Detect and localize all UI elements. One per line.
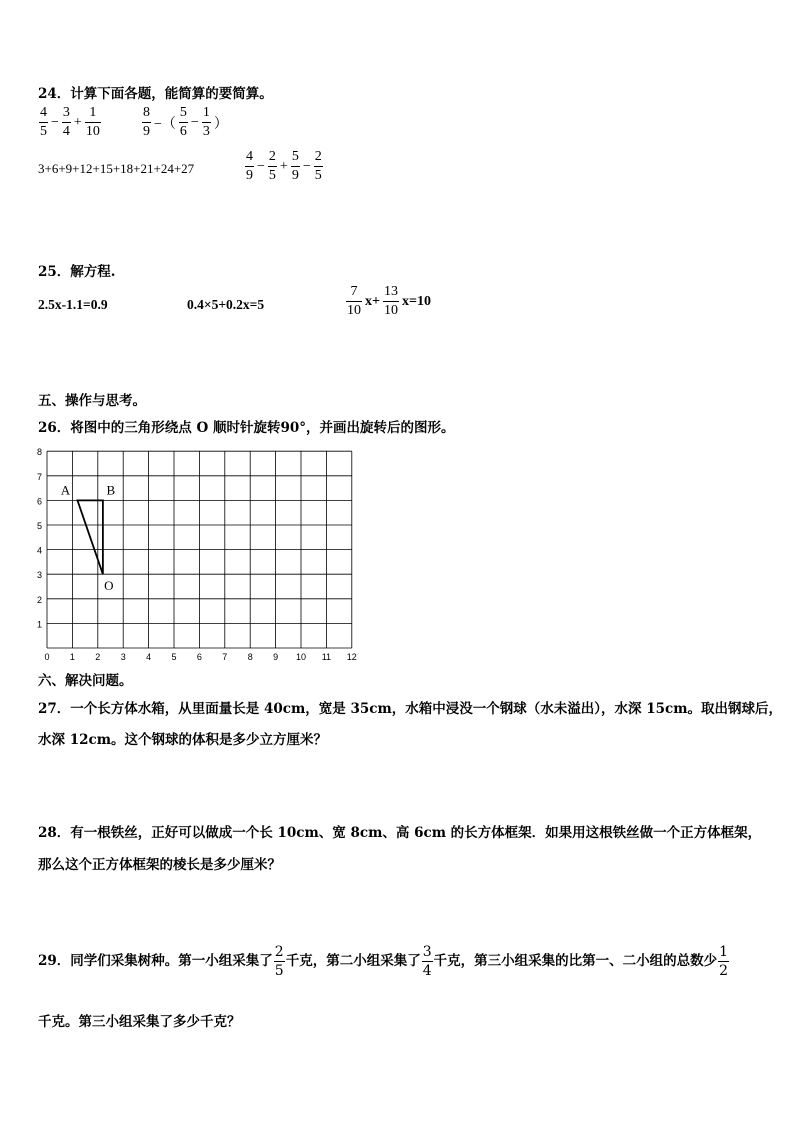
- y-tick-label: 4: [37, 545, 43, 556]
- x-tick-label: 10: [295, 652, 307, 662]
- triangle-abo: [77, 500, 102, 574]
- fraction: $\frac{1}{10}$: [85, 105, 100, 139]
- fraction: $\frac{3}{4}$: [422, 944, 432, 979]
- fraction: $\frac{5}{6}$: [179, 105, 187, 139]
- y-tick-label: 2: [37, 594, 43, 605]
- x-tick-label: 11: [321, 652, 332, 662]
- fraction: $\frac{4}{9}$: [246, 149, 253, 183]
- fraction: $\frac{5}{9}$: [291, 149, 299, 183]
- equation-1: 2.5x-1.1=0.9: [38, 297, 108, 312]
- q27-line-2: 水深 12cm。这个钢球的体积是多少立方厘米？: [38, 732, 327, 748]
- q26-text: 26．将图中的三角形绕点 O 顺时针旋转90°，并画出旋转后的图形。: [38, 420, 455, 436]
- x-tick-label: 4: [146, 652, 152, 662]
- fraction: $\frac{1}{3}$: [202, 105, 210, 139]
- section-6-heading: 六、解决问题。: [38, 673, 133, 689]
- fraction: $\frac{2}{5}$: [274, 944, 284, 979]
- point-label-a: A: [60, 482, 71, 498]
- equation-2: 0.4×5+0.2x=5: [187, 297, 265, 312]
- x-tick-label: 3: [120, 652, 126, 662]
- x-tick-label: 5: [171, 652, 177, 662]
- q29-line-2: 千克。第三小组采集了多少千克？: [38, 1014, 241, 1030]
- q24-expression-3: 3+6+9+12+15+18+21+24+27: [38, 161, 195, 176]
- y-tick-label: 8: [37, 448, 43, 458]
- point-label-o: O: [104, 578, 114, 594]
- fraction: $\frac{7}{10}$: [347, 284, 361, 318]
- x-tick-label: 2: [95, 652, 101, 662]
- q28-line-2: 那么这个正方体框架的棱长是多少厘米？: [38, 857, 281, 873]
- q24-expression-2: $\frac{8}{9}$ −（ $\frac{5}{6}$ − $\frac{1}{3}$ ）: [143, 105, 228, 139]
- q28-line-1: 28．有一根铁丝，正好可以做成一个长 10cm、宽 8cm、高 6cm 的长方体框架．如果用这根铁丝做一个正方体框架，: [38, 825, 762, 841]
- x-tick-label: 7: [222, 652, 228, 662]
- x-tick-label: 9: [273, 652, 279, 662]
- fraction: $\frac{8}{9}$: [143, 105, 150, 139]
- x-tick-label: 8: [247, 652, 253, 662]
- q24-expression-1: $\frac{4}{5}$ − $\frac{3}{4}$ + $\frac{1}{10}$: [40, 105, 100, 139]
- equation-3: $\frac{7}{10}$ x+ $\frac{13}{10}$ x=10: [347, 284, 431, 318]
- fraction: $\frac{4}{5}$: [40, 105, 47, 139]
- y-tick-label: 7: [37, 471, 43, 482]
- fraction: $\frac{2}{5}$: [314, 149, 322, 183]
- y-tick-label: 6: [37, 496, 43, 507]
- q24-heading: 24．计算下面各题，能简算的要简算。: [38, 86, 273, 102]
- fraction: $\frac{13}{10}$: [383, 284, 398, 318]
- x-tick-label: 0: [44, 652, 50, 662]
- section-5-heading: 五、操作与思考。: [38, 393, 146, 409]
- x-tick-label: 1: [69, 652, 75, 662]
- q27-line-1: 27．一个长方体水箱，从里面量长是 40cm，宽是 35cm，水箱中浸没一个钢球（水未溢出），水深 15cm。取出钢球后，: [38, 701, 783, 717]
- q29-line-1: 29．同学们采集树种。第一小组采集了 $\frac{2}{5}$ 千克，第二小组采集了 $\frac{3}{4}$ 千克，第三小组采集的比第一、二小组的总数少 $\frac{1}{2}$: [38, 944, 729, 979]
- y-tick-label: 1: [37, 619, 43, 630]
- y-tick-label: 3: [37, 570, 43, 581]
- fraction: $\frac{2}{5}$: [268, 149, 276, 183]
- grid-svg: [36, 448, 366, 666]
- fraction: $\frac{3}{4}$: [62, 105, 70, 139]
- q24-expression-4: $\frac{4}{9}$ − $\frac{2}{5}$ + $\frac{5}{9}$ − $\frac{2}{5}$: [246, 149, 322, 183]
- point-label-b: B: [106, 482, 116, 498]
- x-tick-label: 6: [196, 652, 202, 662]
- y-tick-label: 5: [37, 521, 43, 531]
- fraction: $\frac{1}{2}$: [719, 944, 729, 979]
- coordinate-grid: [36, 448, 366, 666]
- q25-heading: 25．解方程.: [38, 264, 116, 280]
- x-tick-label: 12: [346, 652, 357, 662]
